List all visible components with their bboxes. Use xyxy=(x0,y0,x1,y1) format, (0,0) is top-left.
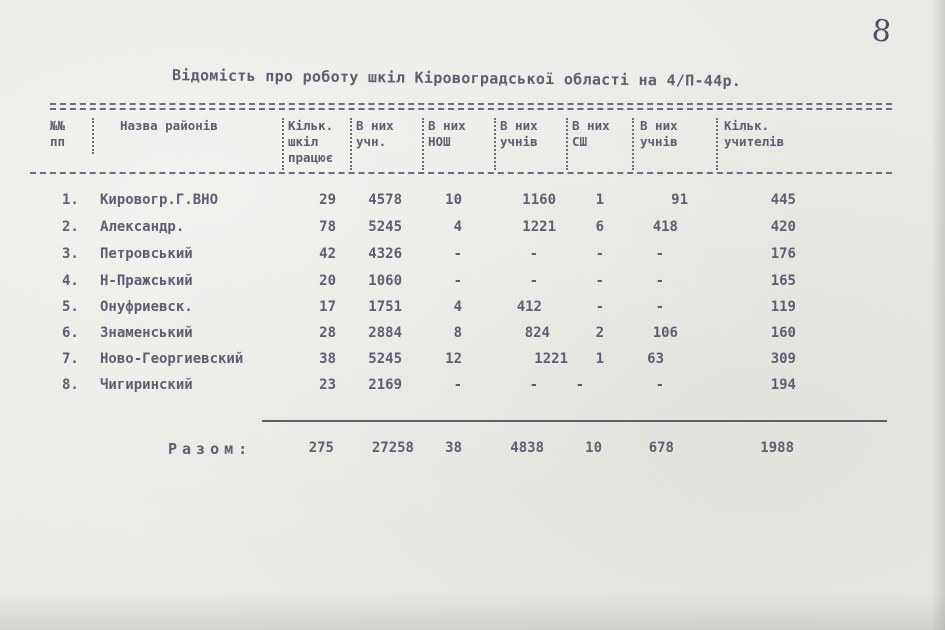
page-number: 8 xyxy=(870,13,893,50)
cell-pupils: 5245 xyxy=(368,219,402,235)
total-schools: 275 xyxy=(308,440,334,456)
cell-schools: 28 xyxy=(319,325,336,341)
cell-sh: 1 xyxy=(595,351,604,367)
cell-nsh: - xyxy=(453,273,462,289)
total-nsh-pupils: 4838 xyxy=(510,440,544,456)
cell-nsh-pupils: - xyxy=(529,377,538,393)
total-pupils: 27258 xyxy=(371,440,414,456)
cell-pupils: 4326 xyxy=(368,246,402,262)
total-teachers: 1988 xyxy=(760,440,794,456)
header-top-rule xyxy=(50,103,892,105)
cell-pupils: 1751 xyxy=(368,299,402,315)
cell-no: 3. xyxy=(62,246,79,262)
cell-nsh-pupils: 824 xyxy=(524,325,550,341)
cell-nsh: - xyxy=(453,377,462,393)
cell-sh: 1 xyxy=(595,192,604,208)
cell-pupils: 5245 xyxy=(368,351,402,367)
cell-district: Н-Пражський xyxy=(100,273,193,289)
cell-schools: 29 xyxy=(319,192,336,208)
cell-district: Знаменський xyxy=(100,325,193,341)
cell-sh-pupils: - xyxy=(655,273,664,289)
cell-pupils: 2884 xyxy=(368,325,402,341)
header-teachers: Кільк. учителів xyxy=(724,118,785,149)
header-bottom-rule xyxy=(30,172,892,174)
cell-pupils: 2169 xyxy=(368,377,402,393)
column-divider xyxy=(282,118,284,170)
header-schools: Кільк. шкіл працює xyxy=(288,118,334,165)
cell-no: 5. xyxy=(62,299,79,315)
header-sh-pupils: В них учнів xyxy=(640,118,678,149)
cell-teachers: 119 xyxy=(770,299,796,315)
cell-sh: 6 xyxy=(595,219,604,235)
header-nsh-pupils: В них учнів xyxy=(500,118,538,149)
column-divider xyxy=(422,118,424,170)
total-label: Разом: xyxy=(168,440,253,458)
cell-schools: 38 xyxy=(319,351,336,367)
cell-nsh-pupils: - xyxy=(529,273,538,289)
cell-nsh: 10 xyxy=(445,192,462,208)
cell-sh-pupils: - xyxy=(655,299,664,315)
cell-sh: - xyxy=(595,299,604,315)
cell-district: Петровський xyxy=(100,246,193,262)
cell-nsh-pupils: 1221 xyxy=(522,219,556,235)
cell-district: Кировогр.Г.ВНО xyxy=(100,192,219,208)
total-nsh: 38 xyxy=(445,440,462,456)
cell-sh-pupils: 418 xyxy=(652,219,678,235)
cell-no: 7. xyxy=(62,351,79,367)
cell-pupils: 1060 xyxy=(368,273,402,289)
cell-sh: - xyxy=(575,377,584,393)
header-nsh: В них НОШ xyxy=(428,118,466,149)
cell-no: 8. xyxy=(62,377,79,393)
column-divider xyxy=(350,118,352,170)
cell-schools: 17 xyxy=(319,299,336,315)
column-divider xyxy=(566,118,568,170)
cell-district: Онуфриевск. xyxy=(100,299,193,315)
cell-nsh: 4 xyxy=(453,299,462,315)
cell-nsh: 8 xyxy=(453,325,462,341)
cell-schools: 42 xyxy=(319,246,336,262)
cell-teachers: 420 xyxy=(770,219,796,235)
cell-district: Александр. xyxy=(100,219,185,235)
cell-no: 2. xyxy=(62,219,79,235)
cell-nsh: 12 xyxy=(445,351,462,367)
column-divider xyxy=(716,118,718,170)
cell-teachers: 309 xyxy=(770,351,796,367)
cell-nsh-pupils: - xyxy=(529,246,538,262)
paper-bottom-shadow xyxy=(0,592,945,630)
column-divider xyxy=(92,118,94,154)
cell-sh: - xyxy=(595,246,604,262)
cell-district: Чигиринский xyxy=(100,377,193,393)
cell-no: 4. xyxy=(62,273,79,289)
cell-nsh: - xyxy=(453,246,462,262)
cell-teachers: 194 xyxy=(770,377,796,393)
cell-sh-pupils: - xyxy=(655,377,664,393)
total-sh: 10 xyxy=(585,440,602,456)
cell-sh: - xyxy=(595,273,604,289)
cell-teachers: 445 xyxy=(770,192,796,208)
header-district: Назва районів xyxy=(120,118,218,133)
cell-district: Ново-Георгиевский xyxy=(100,351,244,367)
total-rule xyxy=(262,420,887,422)
cell-nsh-pupils: 1160 xyxy=(522,192,556,208)
cell-teachers: 160 xyxy=(770,325,796,341)
cell-no: 6. xyxy=(62,325,79,341)
cell-teachers: 165 xyxy=(770,273,796,289)
cell-sh-pupils: 63 xyxy=(647,351,664,367)
cell-sh: 2 xyxy=(595,325,604,341)
cell-nsh-pupils: 1221 xyxy=(534,351,568,367)
paper-edge-shadow xyxy=(931,0,945,630)
header-sh: В них СШ xyxy=(572,118,610,149)
cell-sh-pupils: 106 xyxy=(652,325,678,341)
document-title: Відомість про роботу шкіл Кіровоградської області на 4/П-44р. xyxy=(171,66,742,91)
cell-sh-pupils: - xyxy=(655,246,664,262)
cell-pupils: 4578 xyxy=(368,192,402,208)
cell-sh-pupils: 91 xyxy=(671,192,688,208)
total-sh-pupils: 678 xyxy=(648,440,674,456)
cell-nsh: 4 xyxy=(453,219,462,235)
column-divider xyxy=(494,118,496,170)
header-top-rule-2 xyxy=(50,108,892,110)
header-pupils: В них учн. xyxy=(356,118,394,149)
header-no: №№ пп xyxy=(50,118,66,149)
cell-teachers: 176 xyxy=(770,246,796,262)
cell-schools: 23 xyxy=(319,377,336,393)
cell-schools: 78 xyxy=(319,219,336,235)
cell-nsh-pupils: 412 xyxy=(516,299,542,315)
column-divider xyxy=(632,118,634,170)
cell-schools: 20 xyxy=(319,273,336,289)
cell-no: 1. xyxy=(62,192,79,208)
